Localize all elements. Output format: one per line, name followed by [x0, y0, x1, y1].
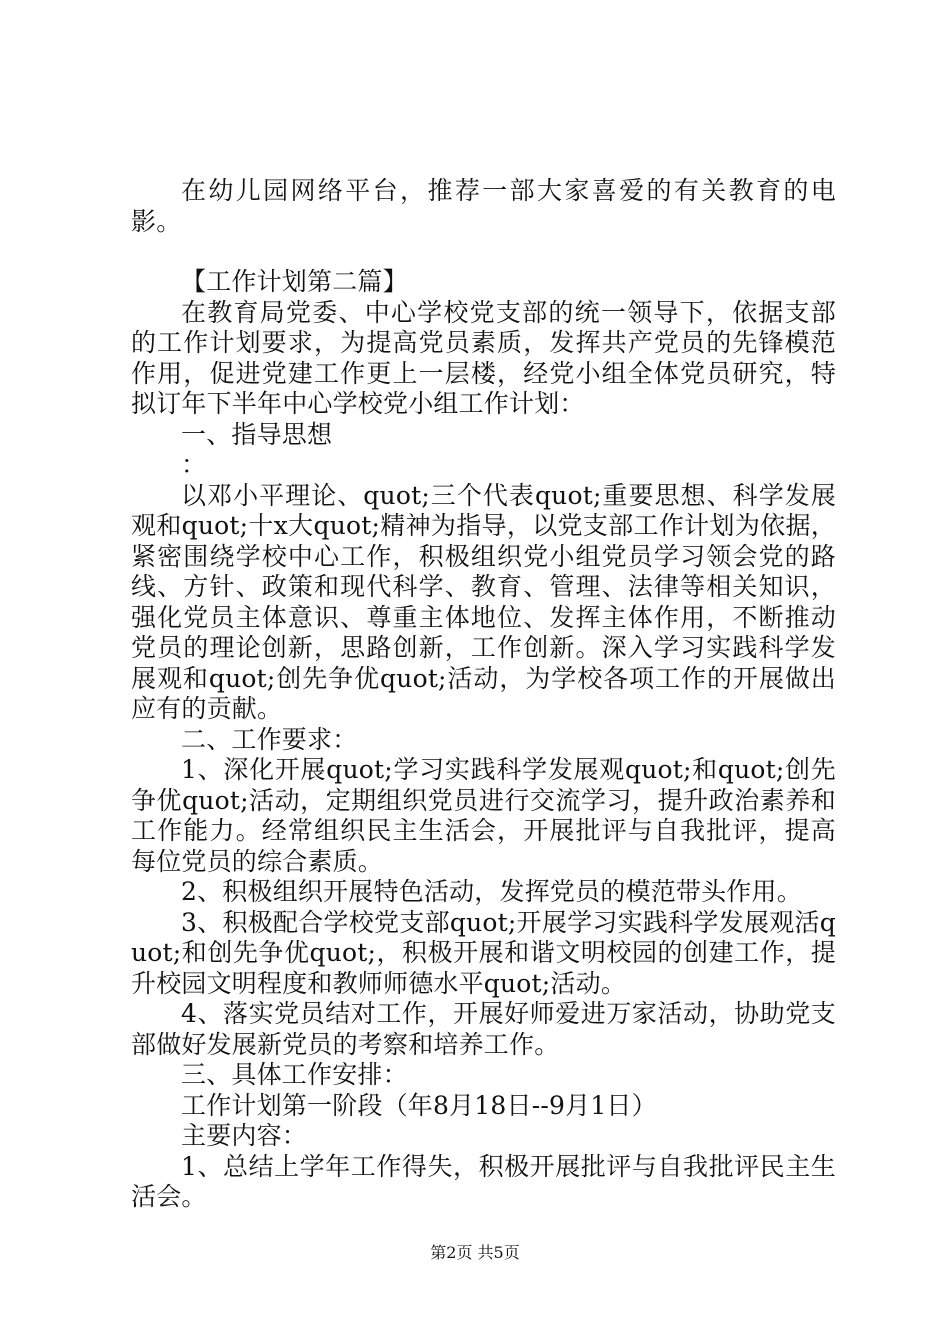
- document-body: [131, 176, 836, 1213]
- requirement-item-4: 4、落实党员结对工作，开展好师爱进万家活动，协助党支部做好发展新党员的考察和培养工作。: [131, 999, 836, 1059]
- requirement-item-2: 2、积极组织开展特色活动，发挥党员的模范带头作用。: [181, 877, 802, 906]
- phase-one-title: 工作计划第一阶段（年8月18日--9月1日）: [181, 1090, 657, 1120]
- paragraph-preamble: 在教育局党委、中心学校党支部的统一领导下，依据支部的工作计划要求，为提高党员素质，发挥共产党员的先锋模范作用，促进党建工作更上一层楼，经党小组全体党员研究，特拟订年下半年中心学校党小组工作计划：: [131, 297, 836, 418]
- paragraph-ideology: 以邓小平理论、quot;三个代表quot;重要思想、科学发展观和quot;十x大quot;精神为指导，以党支部工作计划为依据，紧密围绕学校中心工作，积极组织党小组党员学习领会党的路线、方针、政策和现代科学、教育、管理、法律等相关知识，强化党员主体意识、尊重主体地位、发挥主体作用，不断推动党员的理论创新，思路创新，工作创新。深入学习实践科学发展观和quot;创先争优quot;活动，为学校各项工作的开展做出应有的贡献。: [131, 480, 836, 723]
- requirement-item-1: 1、深化开展quot;学习实践科学发展观quot;和quot;创先争优quot;活动，定期组织党员进行交流学习，提升政治素养和工作能力。经常组织民主生活会，开展批评与自我批评，提高每位党员的综合素质。: [131, 755, 836, 876]
- main-content-label: 主要内容：: [181, 1121, 308, 1150]
- intro-paragraph: 在幼儿园网络平台，推荐一部大家喜爱的有关教育的电影。: [131, 176, 836, 236]
- heading-guiding-ideology: 一、指导思想: [181, 419, 333, 449]
- section-title: 【工作计划第二篇】: [181, 267, 408, 296]
- content-item-1: 1、总结上学年工作得失，积极开展批评与自我批评民主生活会。: [131, 1151, 836, 1211]
- heading-work-arrangement: 三、具体工作安排：: [181, 1060, 408, 1089]
- page-number: 第2页 共5页: [430, 1243, 520, 1262]
- requirement-item-3: 3、积极配合学校党支部quot;开展学习实践科学发展观活quot;和创先争优quot;，积极开展和谐文明校园的创建工作，提升校园文明程度和教师师德水平quot;活动。: [131, 907, 836, 998]
- heading-work-requirements: 二、工作要求：: [181, 724, 358, 754]
- colon-line: ：: [181, 450, 207, 479]
